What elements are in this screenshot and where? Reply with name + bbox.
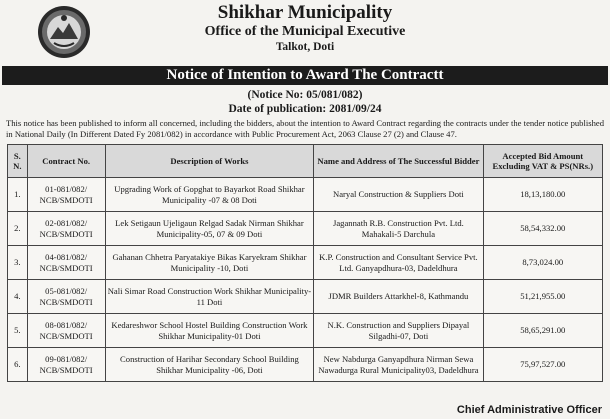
row-contract-no: 09-081/082/ NCB/SMDOTI bbox=[27, 348, 105, 382]
row-amount: 18,13,180.00 bbox=[483, 178, 602, 212]
table-row bbox=[8, 314, 603, 348]
notice-intro: This notice has been published to inform all concerned, including the bidders, about the intention to Award Contract regarding the contracts under the tender notice published in National Daily (In Different Dated Fy 2081/082) in accordance with Public Procurement Act, 2063 Clause 27 (2) and Clause 47. bbox=[6, 118, 604, 139]
header-sn: S. N. bbox=[8, 145, 28, 178]
row-bidder: Jagannath R.B. Construction Pvt. Ltd. Mahakali-5 Darchula bbox=[314, 212, 483, 246]
row-bidder: New Nabdurga Ganyapdhura Nirman Sewa Nawadurga Rural Municipality03, Dadeldhura bbox=[314, 348, 483, 382]
table-row bbox=[8, 178, 603, 212]
table-header-row bbox=[8, 145, 603, 178]
row-bidder: Naryal Construction & Suppliers Doti bbox=[314, 178, 483, 212]
row-sn: 2. bbox=[8, 212, 28, 246]
table-row bbox=[8, 348, 603, 382]
row-sn: 5. bbox=[8, 314, 28, 348]
row-contract-no: 08-081/082/ NCB/SMDOTI bbox=[27, 314, 105, 348]
row-sn: 6. bbox=[8, 348, 28, 382]
row-amount: 58,65,291.00 bbox=[483, 314, 602, 348]
header-amount: Accepted Bid Amount Excluding VAT & PS(NRs.) bbox=[483, 145, 602, 178]
row-description: Upgrading Work of Gopghat to Bayarkot Road Shikhar Municipality -07 & 08 Doti bbox=[105, 178, 314, 212]
row-amount: 58,54,332.00 bbox=[483, 212, 602, 246]
table-row bbox=[8, 212, 603, 246]
row-sn: 4. bbox=[8, 280, 28, 314]
row-description: Lek Setigaun Ujeligaun Relgad Sadak Nirman Shikhar Municipality-05, 07 & 09 Doti bbox=[105, 212, 314, 246]
signatory-title: Chief Administrative Officer bbox=[456, 404, 602, 416]
header-contract-no: Contract No. bbox=[27, 145, 105, 178]
row-contract-no: 02-081/082/ NCB/SMDOTI bbox=[27, 212, 105, 246]
row-description: Construction of Harihar Secondary School Building Shikhar Municipality -06, Doti bbox=[105, 348, 314, 382]
row-contract-no: 01-081/082/ NCB/SMDOTI bbox=[27, 178, 105, 212]
row-bidder: JDMR Builders Attarkhel-8, Kathmandu bbox=[314, 280, 483, 314]
row-sn: 3. bbox=[8, 246, 28, 280]
row-contract-no: 04-081/082/ NCB/SMDOTI bbox=[27, 246, 105, 280]
row-amount: 51,21,955.00 bbox=[483, 280, 602, 314]
row-description: Nali Simar Road Construction Work Shikhar Municipality-11 Doti bbox=[105, 280, 314, 314]
header-description: Description of Works bbox=[105, 145, 314, 178]
table-row bbox=[8, 280, 603, 314]
notice-number: (Notice No: 05/081/082) bbox=[247, 89, 363, 101]
notice-title: Notice of Intention to Award The Contractt bbox=[2, 66, 608, 85]
row-amount: 75,97,527.00 bbox=[483, 348, 602, 382]
row-description: Kedareshwor School Hostel Building Construction Work Shikhar Municipality-01 Doti bbox=[105, 314, 314, 348]
row-amount: 8,73,024.00 bbox=[483, 246, 602, 280]
row-description: Gahanan Chhetra Paryatakiye Bikas Karyekram Shikhar Municipality -10, Doti bbox=[105, 246, 314, 280]
table-row bbox=[8, 246, 603, 280]
row-bidder: K.P. Construction and Consultant Service Pvt. Ltd. Ganyapdhura-03, Dadeldhura bbox=[314, 246, 483, 280]
office-name: Office of the Municipal Executive bbox=[204, 24, 406, 39]
contracts-table bbox=[7, 144, 603, 382]
row-contract-no: 05-081/082/ NCB/SMDOTI bbox=[27, 280, 105, 314]
header-bidder: Name and Address of The Successful Bidder bbox=[314, 145, 483, 178]
publication-date: Date of publication: 2081/09/24 bbox=[228, 103, 382, 115]
municipality-name: Shikhar Municipality bbox=[217, 2, 393, 23]
notice-header bbox=[0, 0, 610, 66]
row-bidder: N.K. Construction and Suppliers Dipayal Silgadhi-07, Doti bbox=[314, 314, 483, 348]
row-sn: 1. bbox=[8, 178, 28, 212]
office-location: Talkot, Doti bbox=[275, 41, 335, 53]
